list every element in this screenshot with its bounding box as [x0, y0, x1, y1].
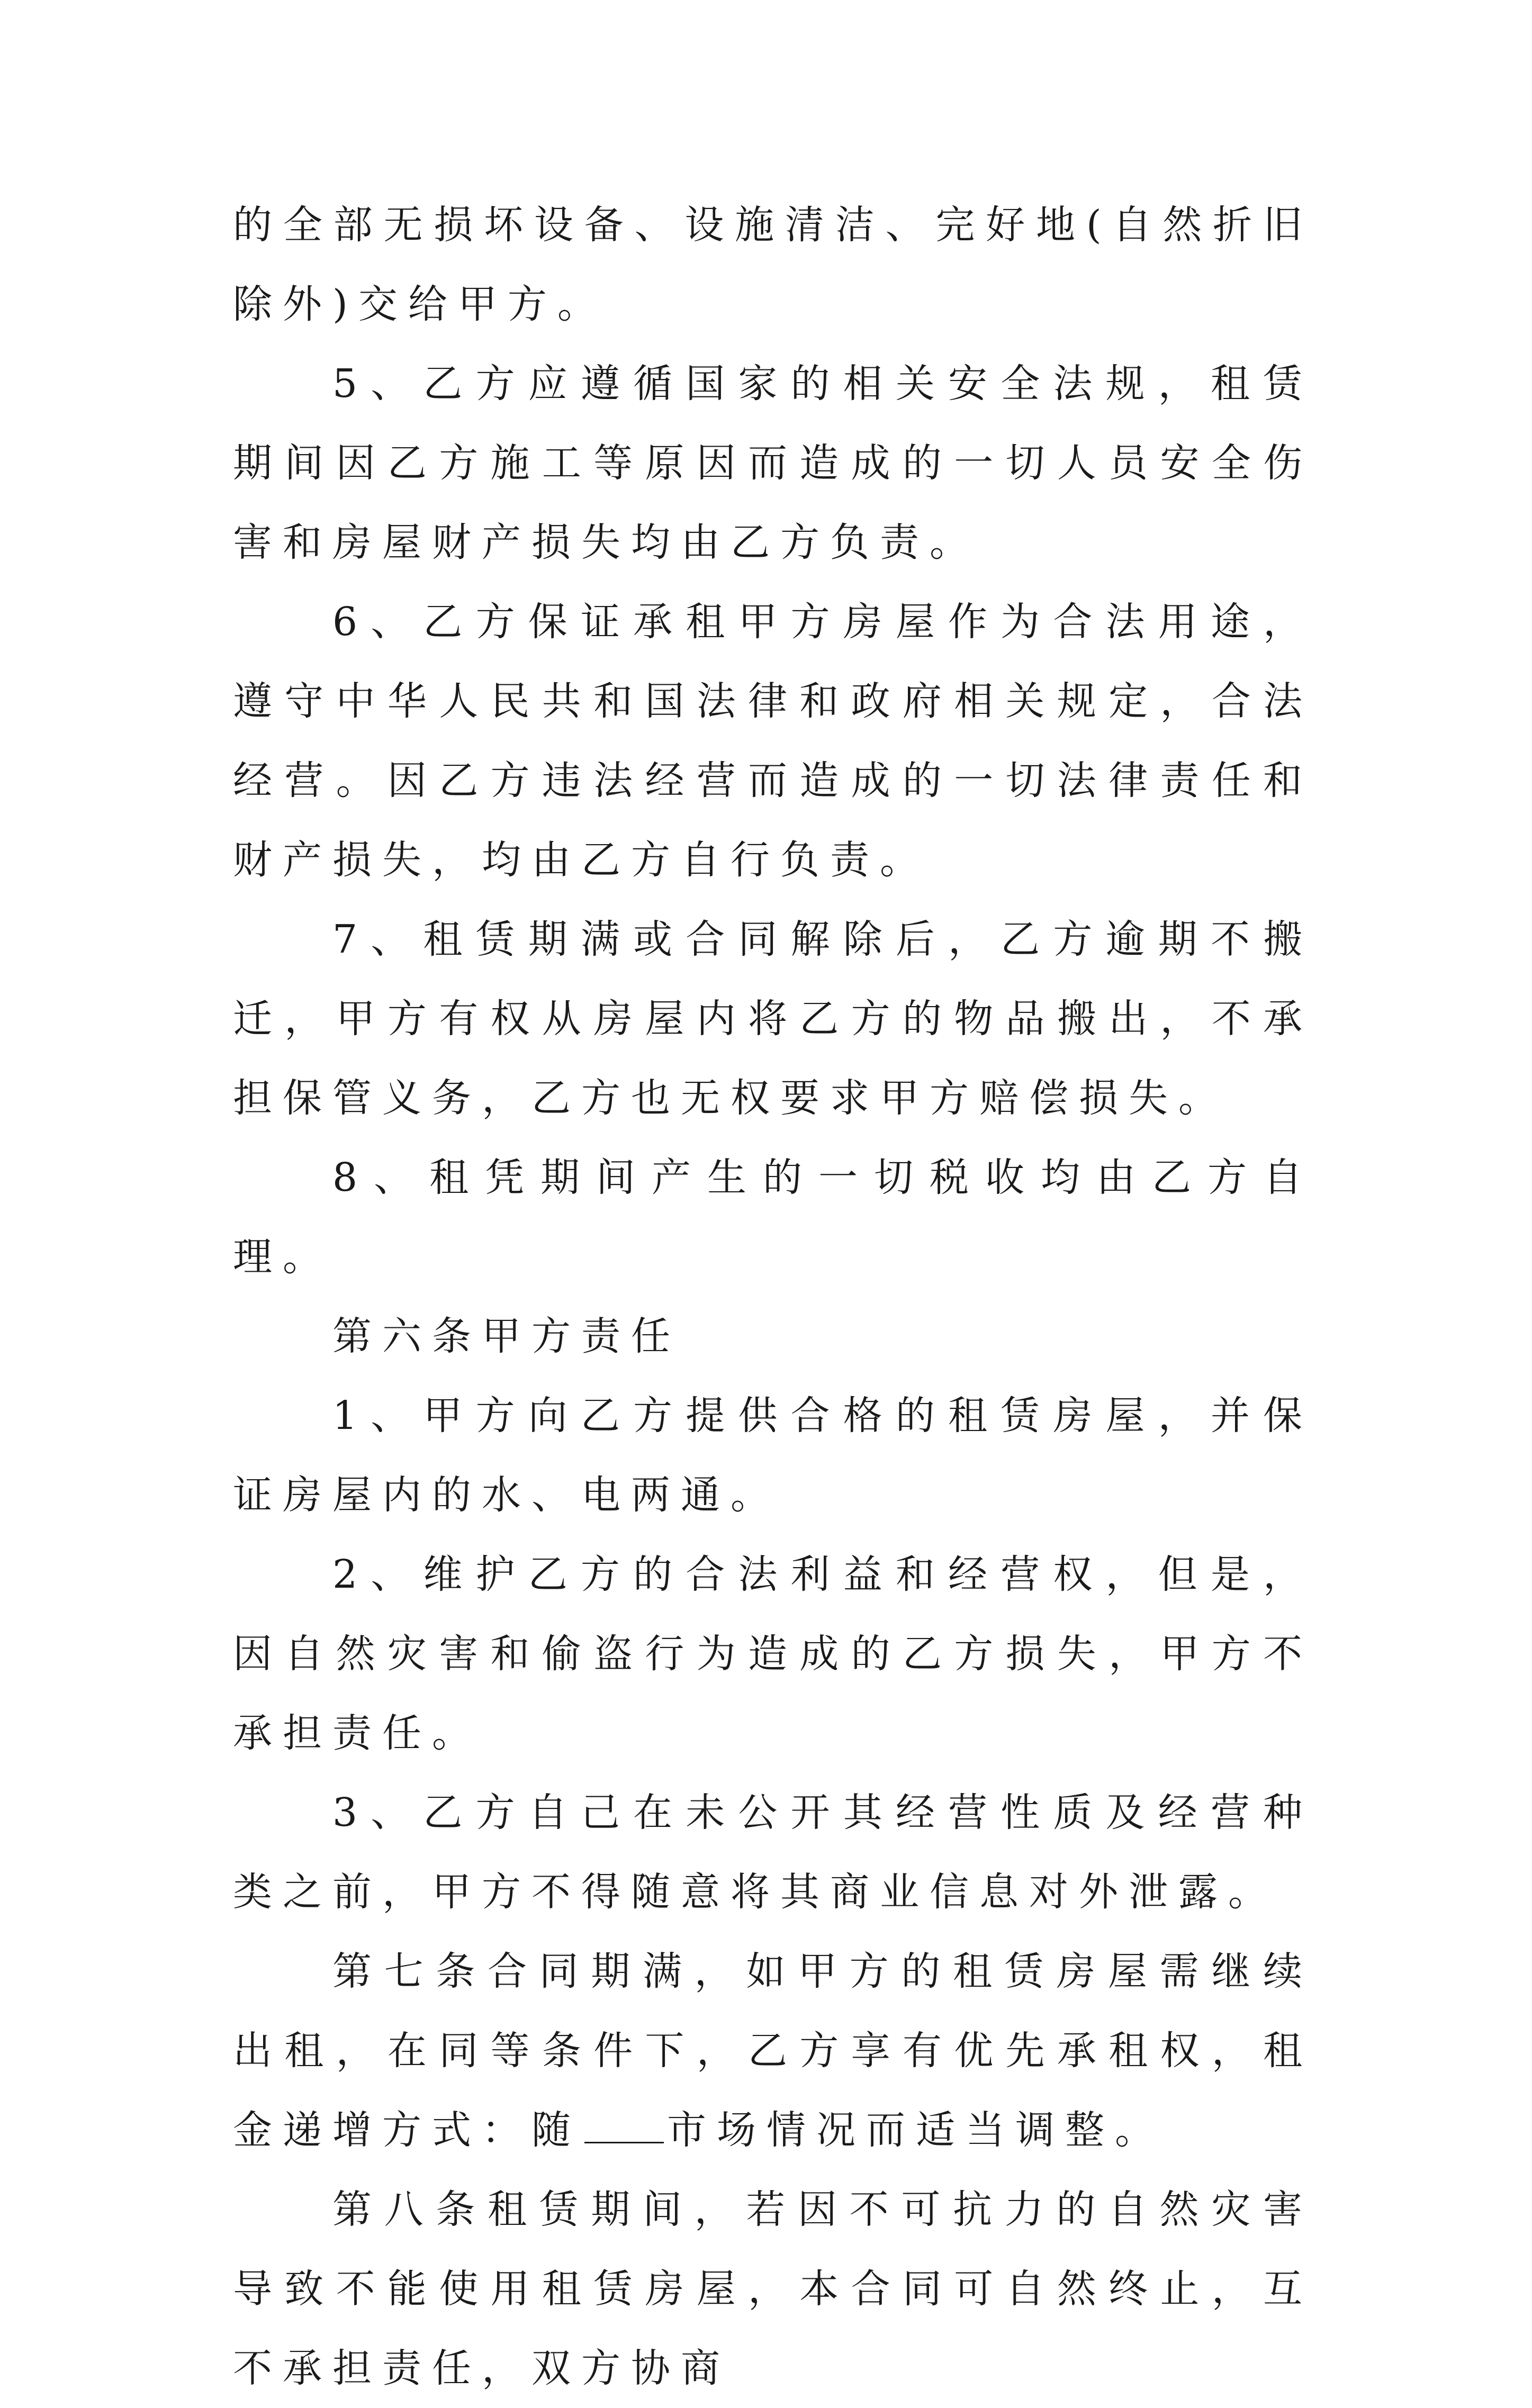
- paragraph-article-7: [233, 1932, 1313, 2170]
- contract-body: [233, 185, 1313, 2408]
- paragraph-continuation: 的全部无损坏设备、设施清洁、完好地(自然折旧除外)交给甲方。: [233, 202, 1313, 327]
- paragraph-lessor-duty-2: 2、维护乙方的合法利益和经营权，但是，因自然灾害和偷盗行为造成的乙方损失，甲方不承担责任。: [233, 1552, 1313, 1756]
- paragraph-clause-6: 6、乙方保证承租甲方房屋作为合法用途，遵守中华人民共和国法律和政府相关规定，合法经营。因乙方违法经营而造成的一切法律责任和财产损失，均由乙方自行负责。: [233, 599, 1313, 883]
- section-heading-article-6: 第六条甲方责任: [332, 1314, 681, 1359]
- paragraph-lessor-duty-3: 3、乙方自己在未公开其经营性质及经营种类之前，甲方不得随意将其商业信息对外泄露。: [233, 1790, 1313, 1915]
- paragraph-clause-5: 5、乙方应遵循国家的相关安全法规，租赁期间因乙方施工等原因而造成的一切人员安全伤害和房屋财产损失均由乙方负责。: [233, 361, 1313, 565]
- paragraph-article-8: 第八条租赁期间，若因不可抗力的自然灾害导致不能使用租赁房屋，本合同可自然终止，互不承担责任，双方协商: [233, 2187, 1313, 2391]
- paragraph-lessor-duty-1: 1、甲方向乙方提供合格的租赁房屋，并保证房屋内的水、电两通。: [233, 1393, 1313, 1518]
- paragraph-clause-8: 8、租凭期间产生的一切税收均由乙方自理。: [233, 1155, 1313, 1280]
- article-7-text-before-blank: 第七条合同期满，如甲方的租赁房屋需继续出租，在同等条件下，乙方享有优先承租权，租金递增方式：随: [233, 1949, 1313, 2153]
- paragraph-clause-7: 7、租赁期满或合同解除后，乙方逾期不搬迁，甲方有权从房屋内将乙方的物品搬出，不承担保管义务，乙方也无权要求甲方赔偿损失。: [233, 917, 1313, 1121]
- fill-in-blank: [584, 2110, 664, 2143]
- article-7-text-after-blank: 市场情况而适当调整。: [667, 2107, 1165, 2153]
